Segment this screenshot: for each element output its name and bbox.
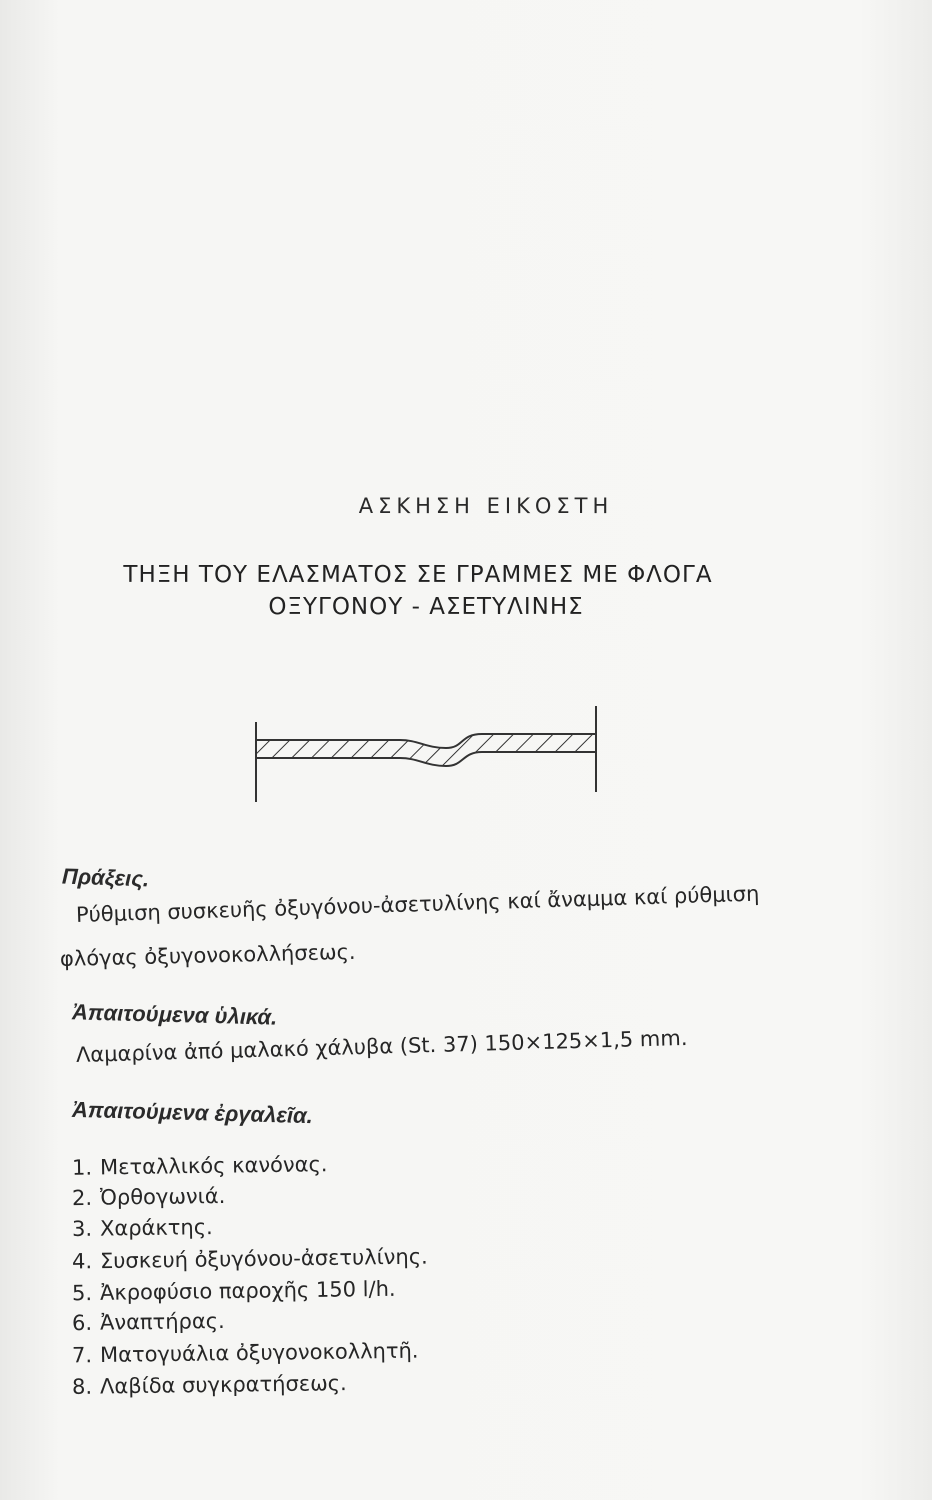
tool-list-item <box>72 1152 328 1180</box>
tool-list-item <box>72 1184 226 1210</box>
tools-heading: Ἀπαιτούμενα ἐργαλεῖα. <box>71 1096 314 1129</box>
tool-number: 4. <box>71 1249 93 1274</box>
tool-name: Ὀρθογωνιά. <box>99 1183 226 1210</box>
tool-number: 8. <box>71 1374 93 1399</box>
tool-name: Ἀκροφύσιο παροχῆς 150 l/h. <box>99 1276 396 1305</box>
tool-name: Ἀναπτήρας. <box>99 1308 225 1335</box>
tool-name: Λαβίδα συγκρατήσεως. <box>99 1371 347 1399</box>
sheet-profile <box>256 734 596 766</box>
tool-name: Συσκευή ὀξυγόνου-ἀσετυλίνης. <box>99 1244 428 1274</box>
tool-number: 2. <box>71 1185 93 1211</box>
tool-list-item <box>72 1277 396 1306</box>
tool-number: 7. <box>71 1343 93 1368</box>
tool-list-item <box>72 1309 225 1335</box>
tool-number: 6. <box>71 1310 93 1336</box>
actions-heading: Πράξεις. <box>61 863 150 892</box>
tool-name: Χαράκτης. <box>99 1215 213 1241</box>
actions-text-line-1: Ρύθμιση συσκευῆς ὀξυγόνου-ἀσετυλίνης καί ἄναμμα καί ρύθμιση <box>75 881 760 927</box>
tool-list-item <box>72 1245 428 1274</box>
exercise-title-line-2: ΟΞΥΓΟΝΟΥ - ΑΣΕΤΥΛΙΝΗΣ <box>268 594 584 620</box>
tool-list-item <box>72 1371 347 1399</box>
tool-list-item <box>72 1339 419 1368</box>
materials-heading: Ἀπαιτούμενα ὑλικά. <box>71 999 278 1030</box>
tool-number: 5. <box>71 1280 93 1306</box>
tool-list-item <box>72 1215 213 1241</box>
sheet-cross-section-diagram <box>250 700 610 810</box>
exercise-title-line-1: ΤΗΞΗ ΤΟΥ ΕΛΑΣΜΑΤΟΣ ΣΕ ΓΡΑΜΜΕΣ ΜΕ ΦΛΟΓΑ <box>123 562 713 588</box>
materials-text: Λαμαρίνα ἀπό μαλακό χάλυβα (St. 37) 150×125×1,5 mm. <box>75 1025 688 1067</box>
exercise-number: ΑΣΚΗΣΗ ΕΙΚΟΣΤΗ <box>358 494 614 518</box>
tool-number: 1. <box>71 1155 93 1180</box>
tool-name: Μεταλλικός κανόνας. <box>99 1152 328 1180</box>
actions-text-line-2: φλόγας ὀξυγονοκολλήσεως. <box>59 939 356 971</box>
tool-name: Ματογυάλια ὀξυγονοκολλητῆ. <box>99 1338 419 1368</box>
tool-number: 3. <box>71 1216 93 1241</box>
